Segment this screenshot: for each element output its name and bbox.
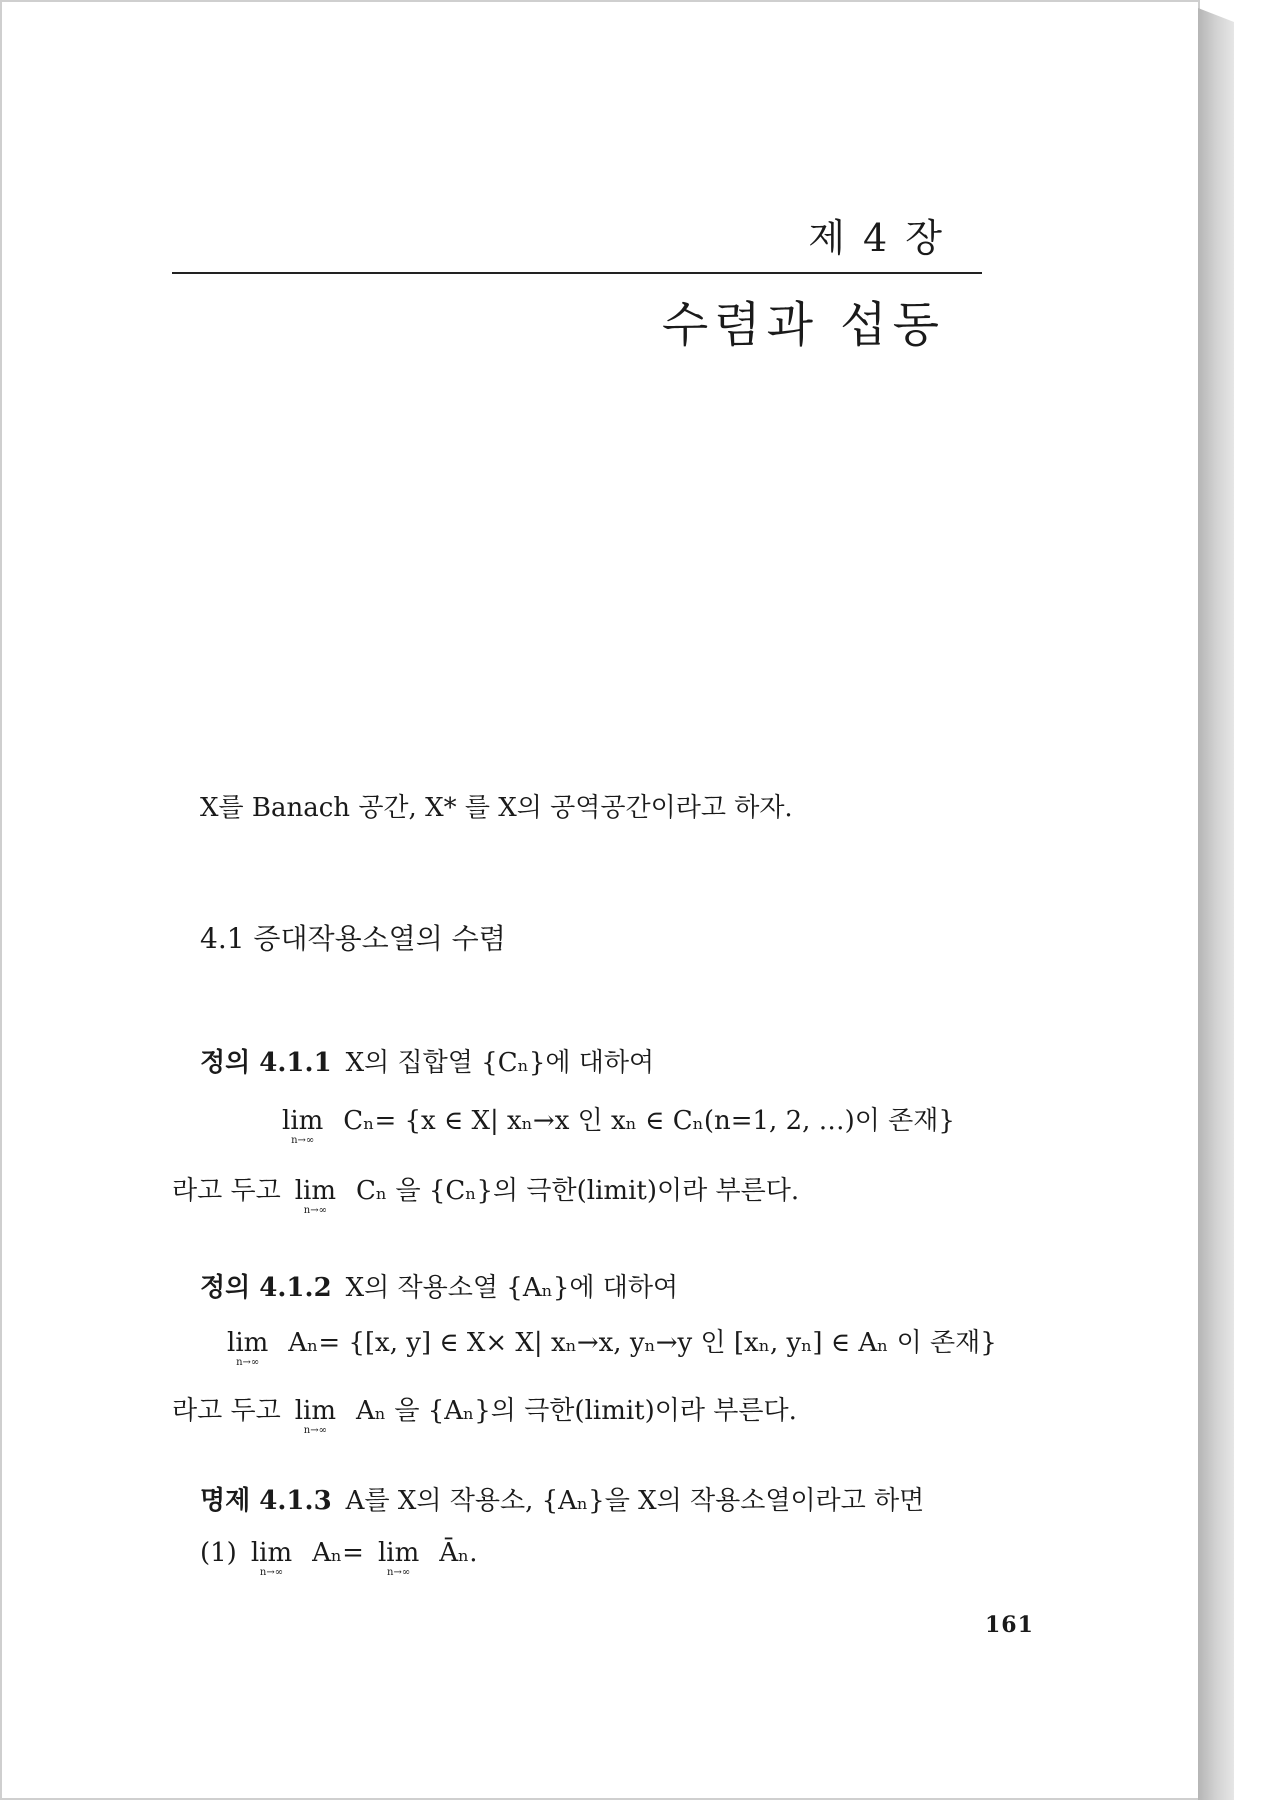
- definition-4-1-1-continuation: [172, 1170, 799, 1216]
- limit-operator: [282, 1108, 323, 1146]
- proposition-text: A를 X의 작용소, {Aₙ}을 X의 작용소열이라고 하면: [345, 1486, 925, 1516]
- proposition-item-1: [200, 1538, 478, 1578]
- limit-operator: [295, 1178, 336, 1216]
- continuation-prefix: 라고 두고: [172, 1176, 281, 1206]
- limit-subscript: n→∞: [387, 1567, 411, 1578]
- continuation-suffix: Aₙ 을 {Aₙ}의 극한(limit)이라 부른다.: [356, 1396, 797, 1426]
- definition-label: 정의 4.1.1: [200, 1048, 332, 1078]
- limit-symbol: lim: [227, 1328, 269, 1358]
- page-number: 161: [985, 1612, 1034, 1638]
- limit-symbol: lim: [294, 1176, 337, 1206]
- proposition-label: 명제 4.1.3: [200, 1486, 332, 1516]
- limit-symbol: lim: [294, 1396, 337, 1426]
- limit-operator: [251, 1540, 292, 1578]
- proposition-4-1-3-heading: [200, 1480, 924, 1517]
- limit-operator: [378, 1540, 419, 1578]
- formula-rhs: Cₙ= {x ∈ X| xₙ→x 인 xₙ ∈ Cₙ(n=1, 2, …)이 존재}: [343, 1106, 955, 1136]
- item-number: (1): [200, 1538, 237, 1568]
- item-middle: Aₙ=: [312, 1538, 364, 1568]
- limit-operator: [295, 1398, 336, 1436]
- limit-operator: [227, 1330, 268, 1368]
- chapter-number: 제 4 장: [808, 216, 945, 260]
- limit-subscript: n→∞: [291, 1135, 315, 1146]
- continuation-prefix: 라고 두고: [172, 1396, 281, 1426]
- formula-rhs: Aₙ= {[x, y] ∈ X× X| xₙ→x, yₙ→y 인 [xₙ, yₙ] ∈ Aₙ 이 존재}: [288, 1328, 997, 1358]
- chapter-rule: [172, 272, 982, 274]
- limit-symbol: lim: [282, 1106, 324, 1136]
- page-edge-shadow: [1198, 8, 1234, 1800]
- definition-4-1-2-formula: [227, 1322, 997, 1368]
- limit-symbol: lim: [250, 1538, 293, 1568]
- chapter-title: 수렴과 섭동: [661, 297, 945, 353]
- limit-subscript: n→∞: [303, 1205, 327, 1216]
- intro-paragraph: X를 Banach 공간, X* 를 X의 공역공간이라고 하자.: [200, 793, 793, 823]
- limit-subscript: n→∞: [236, 1357, 260, 1368]
- definition-4-1-2-heading: [200, 1267, 678, 1304]
- section-heading: 4.1 증대작용소열의 수렴: [200, 922, 506, 955]
- definition-label: 정의 4.1.2: [200, 1273, 332, 1303]
- definition-4-1-1-heading: [200, 1042, 654, 1079]
- definition-text: X의 작용소열 {Aₙ}에 대하여: [345, 1273, 679, 1303]
- definition-4-1-1-formula: [282, 1100, 955, 1146]
- item-end: Āₙ.: [439, 1538, 478, 1568]
- limit-subscript: n→∞: [303, 1425, 327, 1436]
- definition-text: X의 집합열 {Cₙ}에 대하여: [345, 1048, 655, 1078]
- limit-symbol: lim: [377, 1538, 420, 1568]
- continuation-suffix: Cₙ 을 {Cₙ}의 극한(limit)이라 부른다.: [356, 1176, 800, 1206]
- definition-4-1-2-continuation: [172, 1390, 797, 1436]
- limit-subscript: n→∞: [259, 1567, 284, 1578]
